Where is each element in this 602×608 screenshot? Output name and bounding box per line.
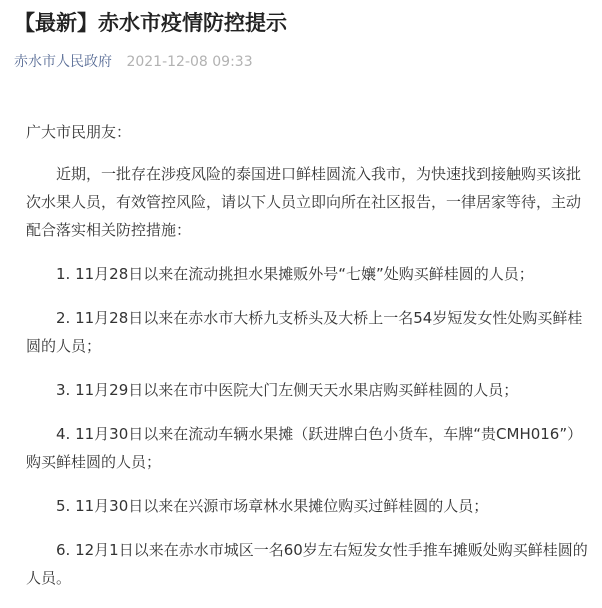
article-body <box>26 118 594 608</box>
greeting-paragraph: 广大市民朋友： <box>26 123 132 141</box>
article-meta <box>14 50 253 74</box>
list-item: 1. 11月28日以来在流动挑担水果摊贩外号“七孃”处购买鲜桂圆的人员； <box>56 265 534 283</box>
intro-paragraph: 近期，一批存在涉疫风险的泰国进口鲜桂圆流入我市，为快速找到接触购买该批次水果人员，有效管控风险，请以下人员立即向所在社区报告，一律居家等待，主动配合落实相关防控措施： <box>26 165 582 239</box>
list-item: 6. 12月1日以来在赤水市城区一名60岁左右短发女性手推车摊贩处购买鲜桂圆的人员。 <box>26 541 588 587</box>
publish-date: 2021-12-08 09:33 <box>126 54 253 70</box>
list-item: 2. 11月28日以来在赤水市大桥九支桥头及大桥上一名54岁短发女性处购买鲜桂圆的人员； <box>26 309 583 355</box>
list-item: 3. 11月29日以来在市中医院大门左侧天天水果店购买鲜桂圆的人员； <box>56 381 519 399</box>
list-item: 5. 11月30日以来在兴源市场章林水果摊位购买过鲜桂圆的人员； <box>56 497 489 515</box>
list-item: 4. 11月30日以来在流动车辆水果摊（跃进牌白色小货车，车牌“贵CMH016”）购买鲜桂圆的人员； <box>26 425 583 471</box>
article-title: 【最新】赤水市疫情防控提示 <box>14 11 287 35</box>
publisher-link[interactable]: 赤水市人民政府 <box>14 54 112 70</box>
